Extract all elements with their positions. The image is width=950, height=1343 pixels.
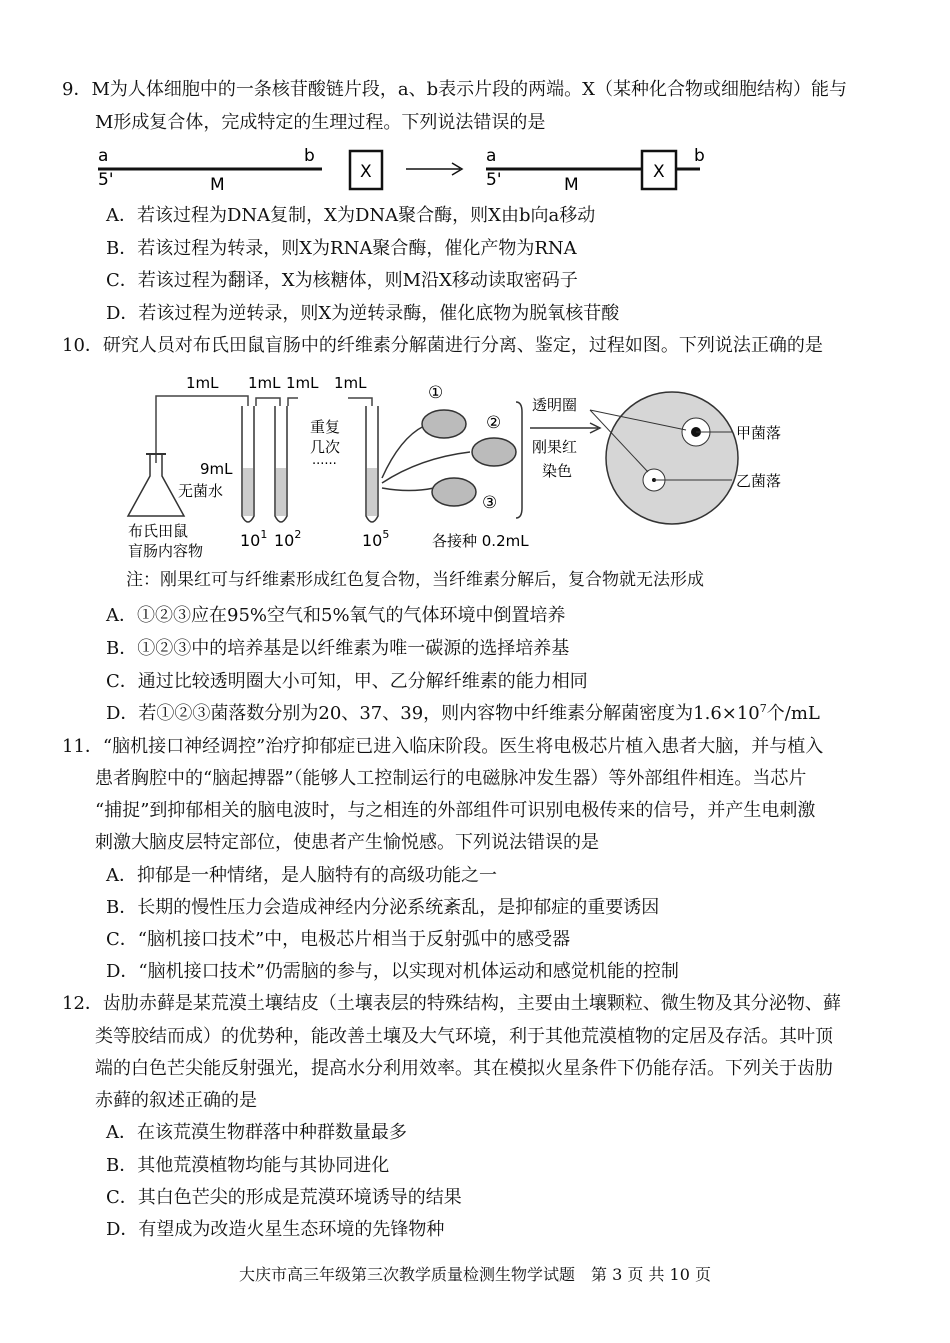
q12-option-a: A．在该荒漠生物群落中种群数量最多 bbox=[106, 1122, 407, 1143]
q10-plate-1 bbox=[422, 410, 466, 438]
q10-repeat-label-1: 重复 bbox=[310, 418, 341, 436]
q11-stem-line3: “捕捉”到抑郁相关的脑电波时，与之相连的外部组件可识别电极传来的信号，并产生电刺激 bbox=[95, 800, 816, 821]
q9-label-x-left: X bbox=[360, 162, 372, 182]
q10-repeat-label-2: 几次 bbox=[310, 438, 341, 456]
q10-arrow-plate-1 bbox=[382, 426, 424, 478]
q10-option-a: A．①②③应在95%空气和5%氧气的气体环境中倒置培养 bbox=[106, 605, 566, 626]
q9-label-x-right: X bbox=[653, 162, 665, 182]
q12-option-d: D．有望成为改造火星生态环境的先锋物种 bbox=[106, 1219, 445, 1240]
q10-stain-label-1: 透明圈 bbox=[532, 396, 578, 414]
q9-label-b-left: b bbox=[304, 146, 315, 166]
q10-tube-3-label: $10^5$ bbox=[362, 528, 390, 550]
q9-label-a-right: a bbox=[486, 146, 497, 166]
q10-stain-label-3: 染色 bbox=[542, 462, 573, 480]
q10-note: 注：刚果红可与纤维素形成红色复合物，当纤维素分解后，复合物就无法形成 bbox=[126, 570, 704, 590]
q10-tube-2-liquid bbox=[276, 468, 286, 516]
q10-plate-2 bbox=[472, 438, 516, 466]
q9-label-5prime-left: 5' bbox=[98, 170, 114, 190]
q12-stem-line2: 类等胶结而成）的优势种，能改善土壤及大气环境，利于其他荒漠植物的定居及存活。其叶顶 bbox=[95, 1026, 833, 1047]
q11-option-b: B．长期的慢性压力会造成神经内分泌系统紊乱，是抑郁症的重要诱因 bbox=[106, 897, 660, 918]
q10-repeat-dots: ······ bbox=[312, 457, 337, 472]
q10-label-1ml-d: 1mL bbox=[334, 374, 367, 392]
q10-label-1ml-a: 1mL bbox=[186, 374, 219, 392]
q10-flask bbox=[128, 454, 184, 516]
q10-plate-2-label: ② bbox=[486, 413, 502, 433]
q10-colony-b-label: 乙菌落 bbox=[736, 472, 782, 490]
q12-option-c: C．其白色芒尖的形成是荒漠环境诱导的结果 bbox=[106, 1187, 462, 1208]
q9-option-d: D．若该过程为逆转录，则X为逆转录酶，催化底物为脱氧核苷酸 bbox=[106, 303, 620, 324]
q9-label-5prime-right: 5' bbox=[486, 170, 502, 190]
q9-label-a: a bbox=[98, 146, 109, 166]
q9-label-m-right: M bbox=[564, 175, 579, 195]
q10-result-dish bbox=[606, 392, 738, 524]
q11-option-a: A．抑郁是一种情绪，是人脑特有的高级功能之一 bbox=[106, 865, 497, 886]
q10-transfer-line-3 bbox=[288, 398, 298, 406]
q10-inoculate-label: 各接种 0.2mL bbox=[432, 532, 529, 550]
q10-tube-3-liquid bbox=[367, 468, 377, 516]
page-footer: 大庆市高三年级第三次教学质量检测生物学试题 第 3 页 共 10 页 bbox=[239, 1265, 711, 1284]
q10-flask-label-2: 盲肠内容物 bbox=[128, 542, 204, 560]
q10-stain-label-2: 刚果红 bbox=[532, 438, 578, 456]
q9-option-b: B．若该过程为转录，则X为RNA聚合酶，催化产物为RNA bbox=[106, 238, 577, 259]
q10-water-label-1: 9mL bbox=[200, 460, 233, 478]
q10-tube-1-label: $10^1$ bbox=[240, 528, 268, 550]
q9-option-c: C．若该过程为翻译，X为核糖体，则M沿X移动读取密码子 bbox=[106, 270, 578, 291]
q11-stem-line1: 11．“脑机接口神经调控”治疗抑郁症已进入临床阶段。医生将电极芯片植入患者大脑，并与植入 bbox=[62, 736, 824, 757]
q11-option-d: D．“脑机接口技术”仍需脑的参与，以实现对机体运动和感觉机能的控制 bbox=[106, 961, 679, 982]
q9-option-a: A．若该过程为DNA复制，X为DNA聚合酶，则X由b向a移动 bbox=[106, 205, 596, 226]
q10-plate-3 bbox=[432, 478, 476, 506]
q10-transfer-line-4 bbox=[348, 398, 372, 406]
q9-label-m-left: M bbox=[210, 175, 225, 195]
q10-label-1ml-c: 1mL bbox=[286, 374, 319, 392]
q11-stem-line4: 刺激大脑皮层特定部位，使患者产生愉悦感。下列说法错误的是 bbox=[95, 832, 599, 853]
q10-label-1ml-b: 1mL bbox=[248, 374, 281, 392]
q11-stem-line2: 患者胸腔中的“脑起搏器”（能够人工控制运行的电磁脉冲发生器）等外部组件相连。当芯片 bbox=[95, 768, 807, 789]
q10-plate-1-label: ① bbox=[428, 383, 444, 403]
q10-transfer-line-2 bbox=[256, 398, 280, 406]
q12-stem-line1: 12．齿肋赤藓是某荒漠土壤结皮（土壤表层的特殊结构，主要由土壤颗粒、微生物及其分泌物、藓 bbox=[62, 993, 841, 1014]
q10-option-d-unit: 个/mL bbox=[766, 703, 820, 724]
q10-transfer-line-1 bbox=[156, 396, 248, 463]
q9-stem-line1: 9．M为人体细胞中的一条核苷酸链片段，a、b表示片段的两端。X（某种化合物或细胞结构）能与 bbox=[62, 79, 847, 100]
q10-colony-a-label: 甲菌落 bbox=[736, 424, 782, 442]
q10-tube-2-label: $10^2$ bbox=[274, 528, 302, 550]
q10-bracket bbox=[516, 402, 522, 518]
q10-option-c: C．通过比较透明圈大小可知，甲、乙分解纤维素的能力相同 bbox=[106, 671, 588, 692]
q10-stem: 10．研究人员对布氏田鼠盲肠中的纤维素分解菌进行分离、鉴定，过程如图。下列说法正确的是 bbox=[62, 335, 823, 356]
q10-tube-1-liquid bbox=[243, 468, 253, 516]
q10-plate-3-label: ③ bbox=[482, 493, 498, 513]
q10-option-d-exponent: 7 bbox=[759, 702, 767, 715]
q9-stem-line2: M形成复合体，完成特定的生理过程。下列说法错误的是 bbox=[95, 112, 546, 133]
q12-stem-line4: 赤藓的叙述正确的是 bbox=[95, 1090, 257, 1111]
q9-diagram bbox=[90, 145, 720, 201]
q10-diagram bbox=[120, 368, 820, 568]
q12-stem-line3: 端的白色芒尖能反射强光，提高水分利用效率。其在模拟火星条件下仍能存活。下列关于齿肋 bbox=[95, 1058, 833, 1079]
q9-label-b-right: b bbox=[694, 146, 705, 166]
q10-arrow-plate-3 bbox=[382, 488, 434, 491]
q10-flask-label-1: 布氏田鼠 bbox=[128, 522, 189, 540]
q10-option-b: B．①②③中的培养基是以纤维素为唯一碳源的选择培养基 bbox=[106, 638, 570, 659]
q10-water-label-2: 无菌水 bbox=[178, 482, 224, 500]
q12-option-b: B．其他荒漠植物均能与其协同进化 bbox=[106, 1155, 390, 1176]
q10-option-d bbox=[106, 702, 820, 726]
q10-option-d-main: D．若①②③菌落数分别为20、37、39，则内容物中纤维素分解菌密度为1.6×10 bbox=[106, 703, 760, 724]
q11-option-c: C．“脑机接口技术”中，电极芯片相当于反射弧中的感受器 bbox=[106, 929, 571, 950]
